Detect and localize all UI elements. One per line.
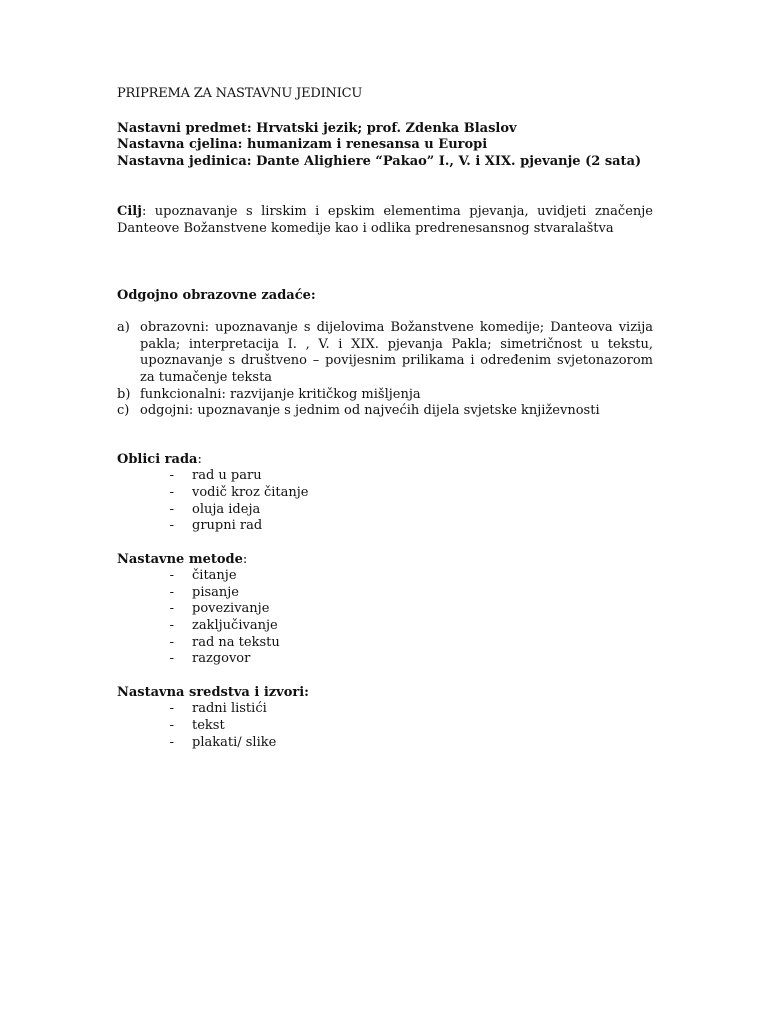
list-item	[117, 718, 653, 735]
goal-text: : upoznavanje s lirskim i epskim elementima pjevanja, uvidjeti značenje Danteove Božanstvene komedije kao i odlika predrenesansnog stvaralaštva	[117, 204, 653, 236]
list-item	[117, 502, 653, 519]
list-item	[117, 651, 653, 668]
methods-list	[117, 568, 653, 668]
task-text: odgojni: upoznavanje s jednim od najvećih dijela svjetske književnosti	[140, 403, 600, 419]
forms-list	[117, 468, 653, 534]
list-item-text: povezivanje	[192, 601, 270, 617]
forms-heading-colon: :	[197, 451, 202, 467]
dash-marker: -	[169, 518, 174, 534]
dash-marker: -	[169, 568, 174, 584]
tasks-list	[117, 320, 653, 420]
task-marker: c)	[117, 403, 130, 419]
dash-marker: -	[169, 468, 174, 484]
dash-marker: -	[169, 618, 174, 634]
forms-heading-line	[117, 452, 653, 469]
list-item	[117, 601, 653, 618]
list-item-text: oluja ideja	[192, 501, 261, 517]
dash-marker: -	[169, 484, 174, 500]
document-title: PRIPREMA ZA NASTAVNU JEDINICU	[117, 86, 363, 101]
lesson-info	[117, 121, 653, 171]
list-item-text: grupni rad	[192, 518, 263, 534]
task-item-functional	[117, 387, 653, 404]
dash-marker: -	[169, 584, 174, 600]
dash-marker: -	[169, 601, 174, 617]
list-item	[117, 585, 653, 602]
forms-heading: Oblici rada	[117, 451, 198, 467]
task-item-upbringing	[117, 403, 653, 420]
dash-marker: -	[169, 734, 174, 750]
list-item	[117, 618, 653, 635]
dash-marker: -	[169, 701, 174, 717]
list-item-text: rad u paru	[192, 468, 262, 484]
goal-paragraph	[117, 204, 653, 237]
list-item-text: razgovor	[192, 651, 251, 667]
list-item-text: vodič kroz čitanje	[192, 484, 309, 500]
list-item-text: zaključivanje	[192, 618, 278, 634]
methods-heading: Nastavne metode	[117, 551, 243, 567]
dash-marker: -	[169, 718, 174, 734]
list-item-text: pisanje	[192, 584, 239, 600]
list-item	[117, 735, 653, 752]
list-item	[117, 518, 653, 535]
task-text: funkcionalni: razvijanje kritičkog mišljenja	[140, 386, 421, 402]
lesson-line: Nastavna jedinica: Dante Alighiere “Pakao” I., V. i XIX. pjevanje (2 sata)	[117, 153, 642, 169]
dash-marker: -	[169, 634, 174, 650]
methods-heading-colon: :	[242, 551, 248, 567]
list-item-text: plakati/ slike	[192, 734, 277, 750]
task-marker: b)	[117, 386, 131, 402]
dash-marker: -	[169, 651, 174, 667]
tasks-heading: Odgojno obrazovne zadaće:	[117, 287, 316, 303]
list-item	[117, 635, 653, 652]
document-page	[117, 86, 653, 751]
list-item-text: tekst	[192, 718, 225, 734]
list-item-text: radni listići	[192, 701, 267, 717]
task-text: obrazovni: upoznavanje s dijelovima Božanstvene komedije; Danteova vizija pakla; interpretacija I. , V. i XIX. pjevanja Pakla; simetričnost u tekstu, upoznavanje s društveno – povijesnim prilikama i određenim svjetonazorom za tumačenje teksta	[140, 320, 653, 385]
methods-heading-line	[117, 552, 653, 569]
list-item	[117, 468, 653, 485]
list-item-text: čitanje	[192, 568, 237, 584]
list-item	[117, 485, 653, 502]
goal-label: Cilj	[117, 204, 142, 220]
subject-line: Nastavni predmet: Hrvatski jezik; prof. Zdenka Blaslov	[117, 120, 517, 136]
list-item-text: rad na tekstu	[192, 634, 280, 650]
dash-marker: -	[169, 501, 174, 517]
resources-list	[117, 701, 653, 751]
list-item	[117, 568, 653, 585]
unit-line: Nastavna cjelina: humanizam i renesansa u Europi	[117, 137, 488, 153]
list-item	[117, 701, 653, 718]
task-item-educational	[117, 320, 653, 386]
resources-heading: Nastavna sredstva i izvori:	[117, 684, 309, 700]
task-marker: a)	[117, 320, 130, 336]
